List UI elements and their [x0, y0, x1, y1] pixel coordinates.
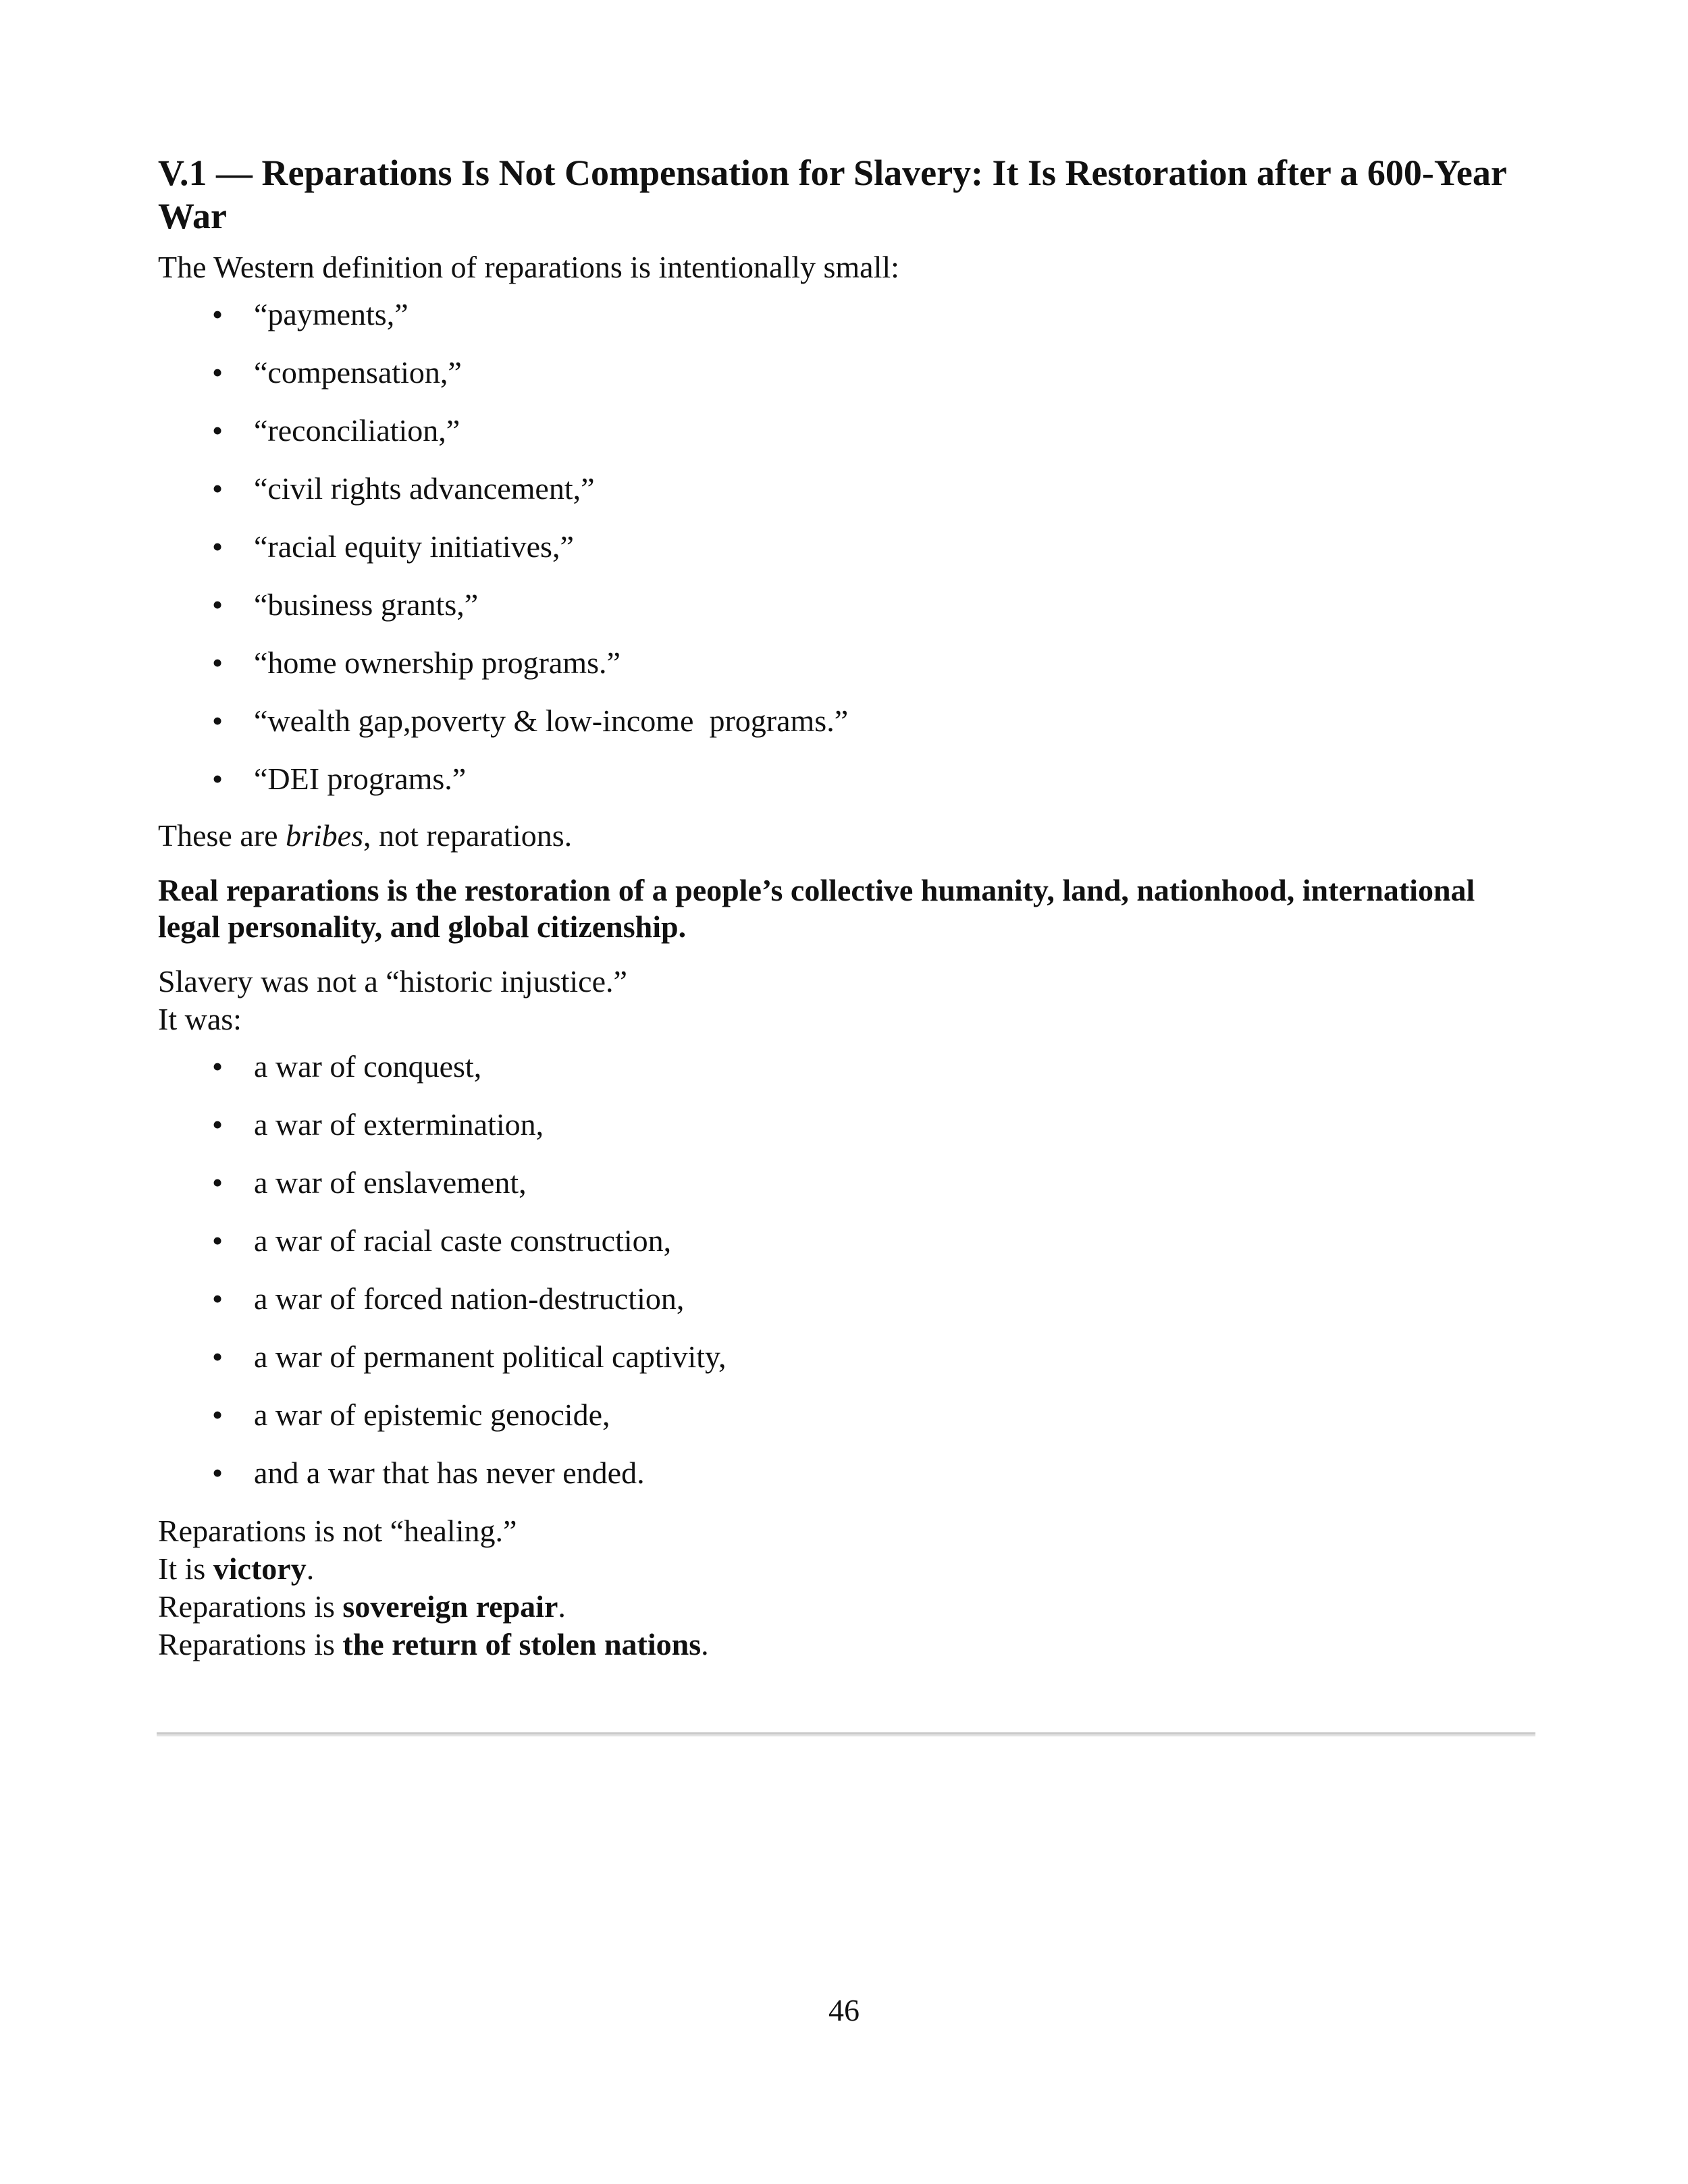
list-item	[158, 760, 1535, 818]
bullet-icon: •	[212, 703, 223, 738]
list-item	[158, 296, 1535, 354]
bold-statement: Real reparations is the restoration of a people’s collective humanity, land, nationhood, international legal personality, and global citizenship.	[158, 873, 1475, 944]
bullet-icon: •	[212, 1223, 223, 1258]
closing-line	[158, 1550, 1535, 1588]
list-item	[158, 644, 1535, 702]
list-item-text: a war of forced nation-destruction,	[254, 1281, 685, 1316]
list-item	[158, 1222, 1535, 1280]
bullet-icon: •	[212, 471, 223, 506]
list-item-text: a war of epistemic genocide,	[254, 1397, 610, 1432]
list-item	[158, 1164, 1535, 1222]
bribes-text-before: These are	[158, 818, 286, 853]
bribes-text-after: , not reparations.	[363, 818, 573, 853]
bullet-icon: •	[212, 1165, 223, 1200]
definition-list	[158, 296, 1535, 818]
closing-text: .	[701, 1627, 709, 1661]
list-item-text: “business grants,”	[254, 587, 479, 622]
page-content	[158, 151, 1535, 1663]
bullet-icon: •	[212, 1339, 223, 1374]
bribes-emphasis: bribes	[286, 818, 363, 853]
list-item-text: “racial equity initiatives,”	[254, 529, 574, 564]
list-item	[158, 1396, 1535, 1454]
list-item	[158, 702, 1535, 760]
slavery-line: It was:	[158, 1002, 242, 1036]
closing-text: Reparations is	[158, 1589, 343, 1624]
list-item-text: “reconciliation,”	[254, 413, 460, 448]
closing-text: It is	[158, 1551, 213, 1586]
closing-bold-text: sovereign repair	[342, 1589, 558, 1624]
closing-bold-text: victory	[213, 1551, 307, 1586]
section-heading: V.1 — Reparations Is Not Compensation for Slavery: It Is Restoration after a 600-Year War	[158, 153, 1506, 236]
list-item	[158, 412, 1535, 470]
bullet-icon: •	[212, 1456, 223, 1490]
bullet-icon: •	[212, 529, 223, 564]
list-item	[158, 1454, 1535, 1512]
closing-text: .	[558, 1589, 566, 1624]
list-item	[158, 586, 1535, 644]
list-item-text: and a war that has never ended.	[254, 1456, 645, 1490]
closing-text: .	[306, 1551, 315, 1586]
slavery-line: Slavery was not a “historic injustice.”	[158, 964, 627, 998]
bullet-icon: •	[212, 413, 223, 448]
list-item-text: a war of enslavement,	[254, 1165, 527, 1200]
list-item-text: “wealth gap,poverty & low-income programs.”	[254, 703, 849, 738]
war-list	[158, 1048, 1535, 1512]
closing-text: Reparations is	[158, 1627, 343, 1661]
list-item	[158, 1280, 1535, 1338]
bullet-icon: •	[212, 587, 223, 622]
list-item-text: “payments,”	[254, 297, 408, 331]
list-item-text: “DEI programs.”	[254, 762, 467, 796]
list-item-text: “home ownership programs.”	[254, 645, 621, 680]
list-item	[158, 528, 1535, 586]
list-item	[158, 1106, 1535, 1164]
bullet-icon: •	[212, 1397, 223, 1432]
closing-line	[158, 1588, 1535, 1626]
bullet-icon: •	[212, 1107, 223, 1142]
closing-line: Reparations is not “healing.”	[158, 1514, 517, 1548]
list-item-text: a war of permanent political captivity,	[254, 1339, 727, 1374]
list-item	[158, 470, 1535, 528]
list-item-text: a war of conquest,	[254, 1049, 482, 1084]
page-number: 46	[828, 1993, 860, 2027]
slavery-paragraph	[158, 963, 1535, 1038]
bullet-icon: •	[212, 355, 223, 390]
intro-paragraph: The Western definition of reparations is intentionally small:	[158, 250, 899, 284]
bullet-icon: •	[212, 297, 223, 331]
closing-bold-text: the return of stolen nations	[342, 1627, 702, 1661]
list-item-text: a war of racial caste construction,	[254, 1223, 672, 1258]
horizontal-rule	[157, 1732, 1535, 1736]
bullet-icon: •	[212, 645, 223, 680]
list-item	[158, 354, 1535, 412]
bullet-icon: •	[212, 762, 223, 796]
closing-line	[158, 1626, 1535, 1663]
list-item-text: “compensation,”	[254, 355, 462, 390]
list-item	[158, 1338, 1535, 1396]
bullet-icon: •	[212, 1049, 223, 1084]
list-item-text: a war of extermination,	[254, 1107, 544, 1142]
closing-paragraph	[158, 1512, 1535, 1663]
list-item-text: “civil rights advancement,”	[254, 471, 595, 506]
list-item	[158, 1048, 1535, 1106]
bullet-icon: •	[212, 1281, 223, 1316]
bribes-paragraph	[158, 817, 1535, 855]
